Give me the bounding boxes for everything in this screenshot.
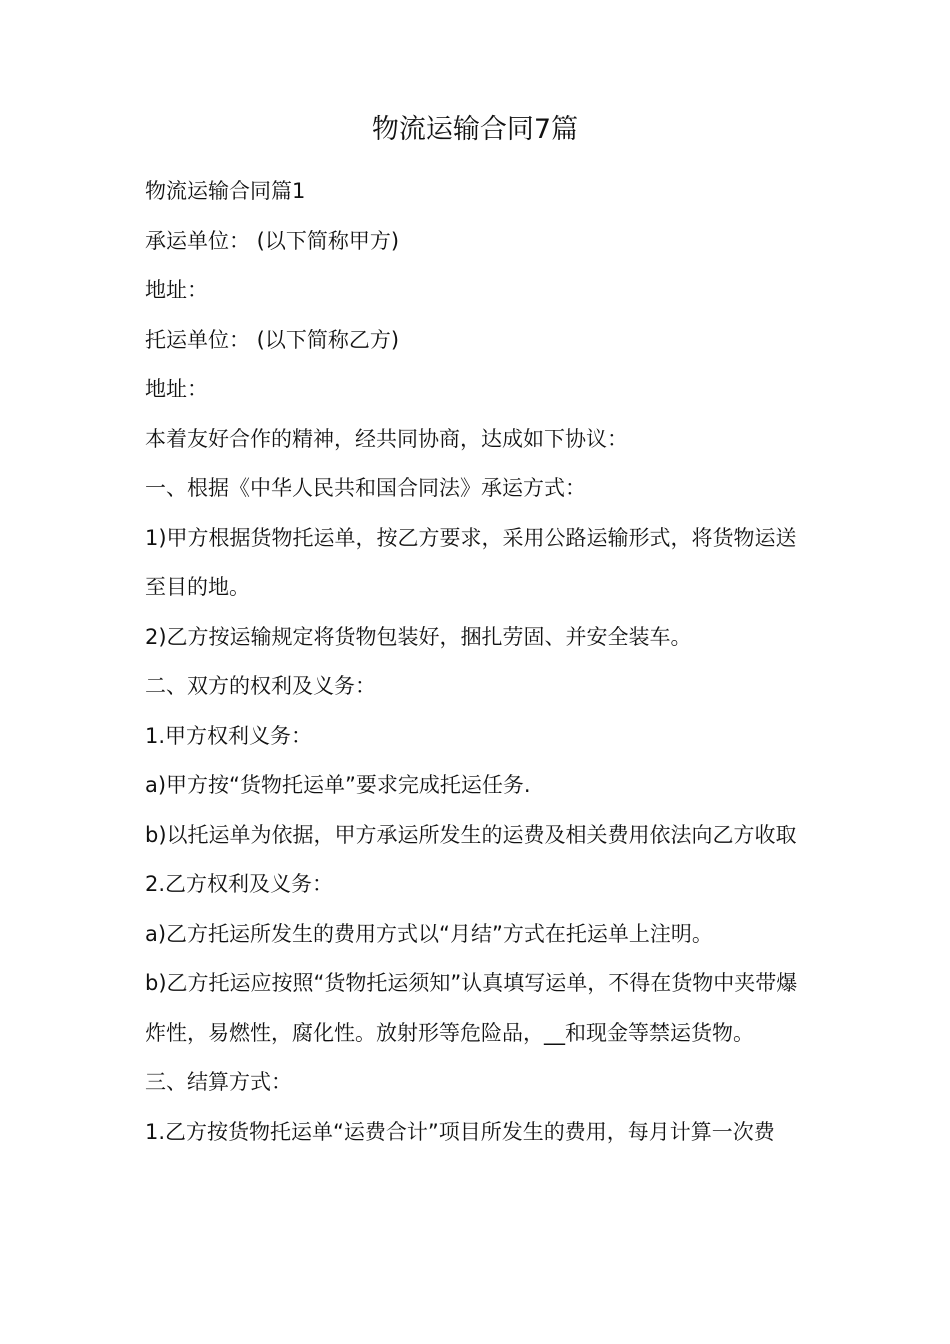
shipper-unit-line: 托运单位： (以下简称乙方) <box>145 327 400 352</box>
clause-item: 1)甲方根据货物托运单，按乙方要求，采用公路运输形式，将货物运送至目的地。 <box>145 525 797 599</box>
clause-heading-3: 三、结算方式： <box>145 1070 292 1094</box>
clause-item: a)乙方托运所发生的费用方式以“月结”方式在托运单上注明。 <box>145 921 713 946</box>
carrier-unit-line: 承运单位： (以下简称甲方) <box>145 228 400 253</box>
clause-heading-2: 二、双方的权利及义务： <box>145 674 376 698</box>
clause-item: 1.乙方按货物托运单“运费合计”项目所发生的费用，每月计算一次费 <box>145 1119 775 1144</box>
document-title: 物流运输合同7篇 <box>371 114 579 145</box>
clause-item: b)乙方托运应按照“货物托运须知”认真填写运单，不得在货物中夹带爆炸性，易燃性，腐化性。放射形等危险品，__和现金等禁运货物。 <box>145 971 798 1045</box>
sub-heading: 2.乙方权利及义务： <box>145 872 334 896</box>
carrier-address-line: 地址： <box>145 278 208 302</box>
clause-heading-1: 一、根据《中华人民共和国合同法》承运方式： <box>145 476 586 500</box>
preamble-paragraph: 本着友好合作的精神，经共同协商，达成如下协议： <box>145 426 628 451</box>
clause-item: a)甲方按“货物托运单”要求完成托运任务. <box>145 773 531 797</box>
sub-heading: 1.甲方权利义务： <box>145 723 313 748</box>
document-body <box>145 167 815 1157</box>
clause-item: 2)乙方按运输规定将货物包装好，捆扎劳固、并安全装车。 <box>145 624 692 649</box>
shipper-address-line: 地址： <box>145 377 208 401</box>
clause-item: b)以托运单为依据，甲方承运所发生的运费及相关费用依法向乙方收取 <box>145 822 797 847</box>
section-heading: 物流运输合同篇1 <box>145 179 306 203</box>
